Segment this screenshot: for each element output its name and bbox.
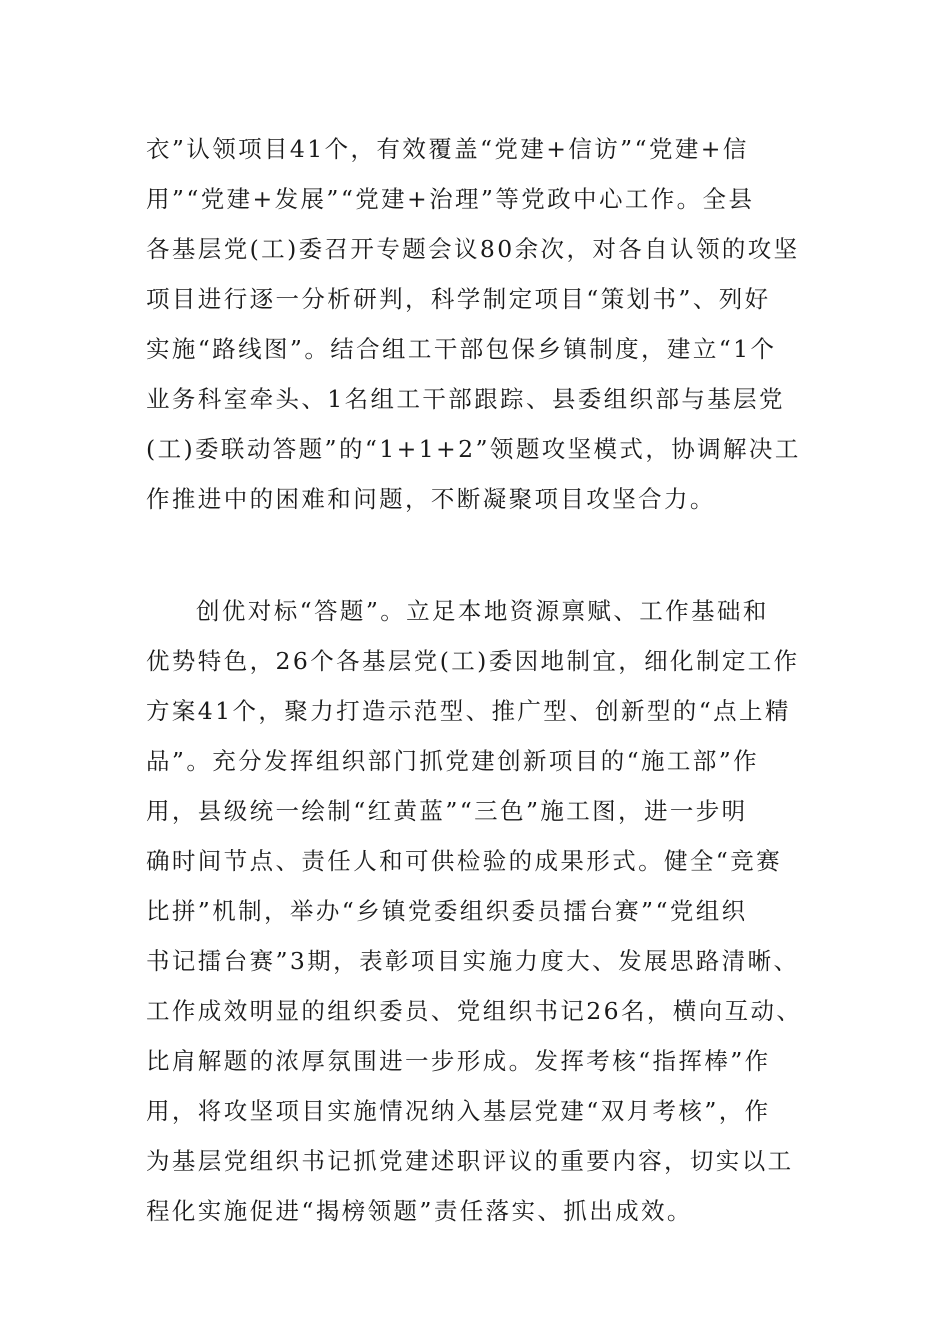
paragraph-1-line-8: 作推进中的困难和问题，不断凝聚项目攻坚合力。 (146, 485, 716, 513)
paragraph-1-line-7: (工)委联动答题”的“1+1+2”领题攻坚模式，协调解决工 (146, 435, 801, 463)
paragraph-2-line-3: 方案41个，聚力打造示范型、推广型、创新型的“点上精 (146, 697, 791, 725)
paragraph-1-line-6: 业务科室牵头、1名组工干部跟踪、县委组织部与基层党 (146, 385, 785, 413)
paragraph-2-line-5: 用，县级统一绘制“红黄蓝”“三色”施工图，进一步明 (146, 797, 748, 825)
paragraph-2-line-2: 优势特色，26个各基层党(工)委因地制宜，细化制定工作 (146, 647, 800, 675)
paragraph-2-line-12: 为基层党组织书记抓党建述职评议的重要内容，切实以工 (146, 1147, 794, 1175)
paragraph-2-line-4: 品”。充分发挥组织部门抓党建创新项目的“施工部”作 (146, 747, 760, 775)
paragraph-1-line-3: 各基层党(工)委召开专题会议80余次，对各自认领的攻坚 (146, 235, 800, 263)
paragraph-1-line-2: 用”“党建+发展”“党建+治理”等党政中心工作。全县 (146, 185, 755, 213)
paragraph-2-line-11: 用，将攻坚项目实施情况纳入基层党建“双月考核”，作 (146, 1097, 771, 1125)
paragraph-2-line-1: 创优对标“答题”。立足本地资源禀赋、工作基础和 (196, 597, 769, 625)
paragraph-2-line-9: 工作成效明显的组织委员、党组织书记26名，横向互动、 (146, 997, 803, 1025)
paragraph-2-line-8: 书记擂台赛”3期，表彰项目实施力度大、发展思路清晰、 (146, 947, 800, 975)
paragraph-2-line-7: 比拼”机制，举办“乡镇党委组织委员擂台赛”“党组织 (146, 897, 748, 925)
paragraph-spacer (146, 524, 806, 586)
document-page (146, 124, 806, 1236)
paragraph-1-line-1: 衣”认领项目41个，有效覆盖“党建+信访”“党建+信 (146, 135, 749, 163)
paragraph-2-line-10: 比肩解题的浓厚氛围进一步形成。发挥考核“指挥棒”作 (146, 1047, 771, 1075)
paragraph-2-line-13: 程化实施促进“揭榜领题”责任落实、抓出成效。 (146, 1197, 693, 1225)
paragraph-2 (146, 586, 806, 1236)
paragraph-1 (146, 124, 806, 524)
paragraph-1-line-5: 实施“路线图”。结合组工干部包保乡镇制度，建立“1个 (146, 335, 777, 363)
paragraph-2-line-6: 确时间节点、责任人和可供检验的成果形式。健全“竞赛 (146, 847, 783, 875)
paragraph-1-line-4: 项目进行逐一分析研判，科学制定项目“策划书”、列好 (146, 285, 771, 313)
